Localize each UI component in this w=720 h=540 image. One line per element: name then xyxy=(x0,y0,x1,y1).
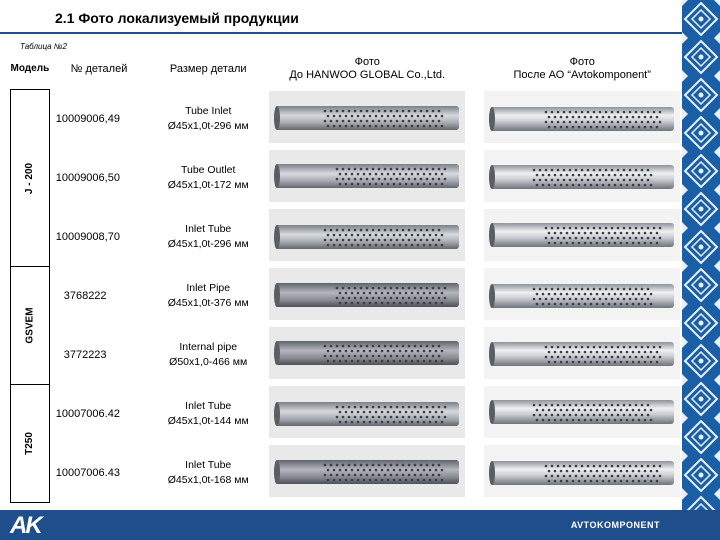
part-size xyxy=(149,148,267,207)
pipe-photo-before xyxy=(269,209,465,261)
photo-before-cell xyxy=(267,443,467,502)
photo-after-cell xyxy=(467,207,697,266)
photo-before-cell xyxy=(267,89,467,148)
product-table xyxy=(10,49,698,503)
model-label: T250 xyxy=(24,432,36,455)
model-label: GSVEM xyxy=(24,307,36,344)
part-size xyxy=(149,384,267,443)
pipe-photo-after xyxy=(484,445,680,497)
pipe-photo-after xyxy=(484,268,680,320)
part-number: 10007006.42 xyxy=(55,407,120,420)
table-row xyxy=(11,148,698,207)
part-size-name: Inlet Tube xyxy=(185,399,232,412)
pipe-photo-before xyxy=(269,445,465,497)
photo-before-cell xyxy=(267,148,467,207)
footer-bar xyxy=(0,510,720,540)
part-size-name: Tube Outlet xyxy=(180,163,236,176)
part-number: 3768222 xyxy=(63,289,107,302)
part-size-name: Internal pipe xyxy=(179,340,238,353)
part-size-name: Inlet Tube xyxy=(185,458,232,471)
photo-after-cell xyxy=(467,89,697,148)
model-label: J - 200 xyxy=(24,162,36,194)
pipe-photo-before xyxy=(269,91,465,143)
model-group-t250 xyxy=(11,384,50,502)
pipe-photo-before xyxy=(269,327,465,379)
part-number: 10009006,49 xyxy=(55,112,120,125)
table-row xyxy=(11,443,698,502)
photo-after-cell xyxy=(467,266,697,325)
photo-before-cell xyxy=(267,266,467,325)
pipe-photo-after xyxy=(484,150,680,202)
part-size-dims: Ø45x1,0t-296 мм xyxy=(167,119,249,132)
part-size-dims: Ø45x1,0t-376 мм xyxy=(167,296,249,309)
part-size-name: Inlet Pipe xyxy=(186,281,231,294)
part-size xyxy=(149,207,267,266)
part-size-name: Tube Inlet xyxy=(185,104,232,117)
header-photo-after-line2: После АО “Avtokomponent” xyxy=(513,69,651,81)
part-number: 10009008,70 xyxy=(55,230,120,243)
page-title: 2.1 Фото локализуемый продукции xyxy=(55,10,299,26)
pipe-photo-after xyxy=(484,386,680,438)
table-row xyxy=(11,89,698,148)
photo-before-cell xyxy=(267,325,467,384)
part-size xyxy=(149,325,267,384)
part-size xyxy=(149,89,267,148)
part-size-dims: Ø45x1,0t-296 мм xyxy=(167,237,249,250)
part-size xyxy=(149,443,267,502)
header-photo-after-line1: Фото xyxy=(569,56,595,68)
header-part-no: № деталей xyxy=(70,63,128,75)
photo-before-cell xyxy=(267,384,467,443)
photo-after-cell xyxy=(467,325,697,384)
photo-before-cell xyxy=(267,207,467,266)
photo-after-cell xyxy=(467,443,697,502)
pipe-photo-after xyxy=(484,209,680,261)
pipe-photo-after xyxy=(484,91,680,143)
title-divider xyxy=(0,32,682,34)
model-group-j200 xyxy=(11,89,50,266)
header-photo-before-line1: Фото xyxy=(354,56,380,68)
header-photo-after xyxy=(467,49,697,89)
header-photo-before-line2: До HANWOO GLOBAL Co.,Ltd. xyxy=(289,69,446,81)
model-group-gsvem xyxy=(11,266,50,384)
table-row xyxy=(11,384,698,443)
table-row xyxy=(11,266,698,325)
table-caption: Таблица №2 xyxy=(20,42,67,51)
photo-after-cell xyxy=(467,384,697,443)
part-size-name: Inlet Tube xyxy=(185,222,232,235)
header-size: Размер детали xyxy=(169,63,247,75)
part-size-dims: Ø50x1,0-466 мм xyxy=(169,355,248,368)
header-model: Модель xyxy=(10,63,50,75)
table-row xyxy=(11,325,698,384)
pipe-photo-after xyxy=(484,327,680,379)
part-size-dims: Ø45x1,0t-172 мм xyxy=(167,178,249,191)
header-photo-before xyxy=(267,49,467,89)
company-logo: AK xyxy=(10,512,41,539)
pipe-photo-before xyxy=(269,386,465,438)
pipe-photo-before xyxy=(269,268,465,320)
part-number: 3772223 xyxy=(63,348,107,361)
table-header-row xyxy=(11,49,698,89)
table-row xyxy=(11,207,698,266)
company-brand: AVTOKOMPONENT xyxy=(570,520,660,530)
part-number: 10007006.43 xyxy=(55,466,120,479)
photo-after-cell xyxy=(467,148,697,207)
part-size-dims: Ø45x1,0t-144 мм xyxy=(167,414,249,427)
pipe-photo-before xyxy=(269,150,465,202)
part-size-dims: Ø45x1,0t-168 мм xyxy=(167,473,249,486)
part-number: 10009006,50 xyxy=(55,171,120,184)
part-size xyxy=(149,266,267,325)
